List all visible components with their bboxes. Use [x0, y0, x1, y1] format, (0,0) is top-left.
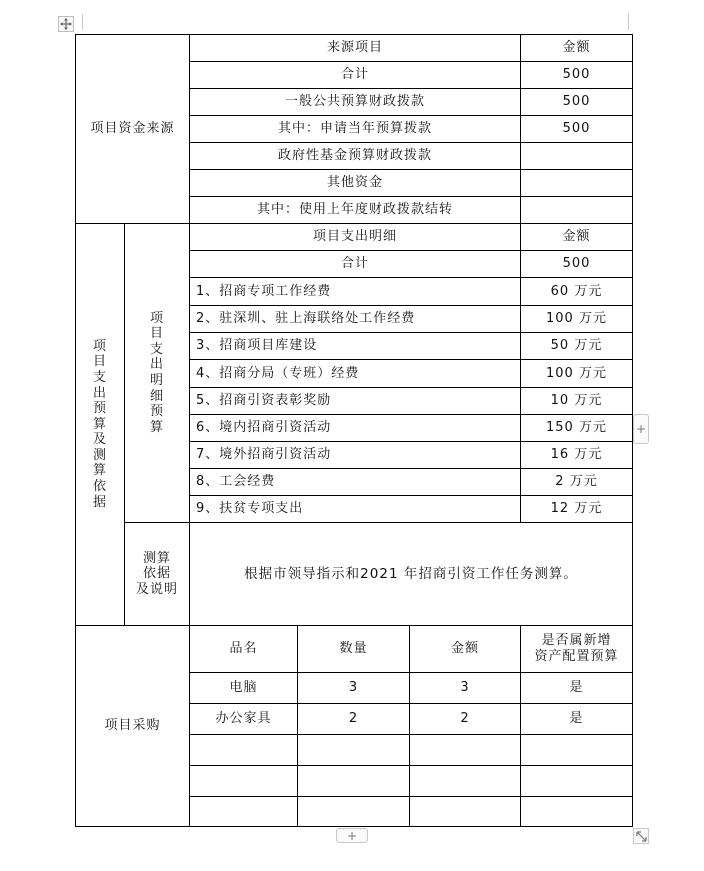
budget-section-label-char: 依	[92, 479, 107, 495]
source-row-item: 其中：申请当年预算拨款	[190, 116, 521, 143]
budget-item-amount: 2 万元	[521, 469, 633, 496]
procurement-cell-new-asset	[521, 797, 633, 827]
budget-section-label-char: 算	[92, 463, 107, 479]
budget-section-label-char: 支	[92, 369, 107, 385]
detail-budget-label	[125, 224, 190, 523]
budget-item: 9、扶贫专项支出	[190, 496, 521, 523]
source-row-amount	[521, 197, 633, 224]
budget-section-label-char: 据	[92, 494, 107, 510]
budget-item: 6、境内招商引资活动	[190, 415, 521, 442]
budget-item-amount: 10 万元	[521, 388, 633, 415]
source-row-item: 一般公共预算财政拨款	[190, 89, 521, 116]
budget-section-label-char: 测	[92, 447, 107, 463]
procurement-cell-amount: 2	[410, 704, 521, 735]
resize-corner-icon	[636, 831, 647, 842]
procurement-cell-name	[190, 735, 298, 766]
source-section-label: 项目资金来源	[76, 35, 190, 224]
budget-item-amount: 16 万元	[521, 442, 633, 469]
detail-budget-label-char: 明	[149, 373, 164, 388]
procurement-header-new-asset-line: 资产配置预算	[534, 649, 619, 664]
budget-item: 5、招商引资表彰奖励	[190, 388, 521, 415]
move-arrows-icon	[60, 18, 72, 30]
basis-label-line: 测算	[142, 550, 171, 566]
table-resize-handle[interactable]	[633, 828, 649, 844]
budget-section-label-char: 算	[92, 416, 107, 432]
source-row-amount: 500	[521, 116, 633, 143]
budget-item: 3、招商项目库建设	[190, 333, 521, 360]
procurement-cell-new-asset	[521, 735, 633, 766]
budget-item-amount: 100 万元	[521, 306, 633, 333]
procurement-header-name: 品名	[190, 626, 298, 673]
margin-mark	[82, 14, 83, 30]
procurement-header-new-asset	[521, 626, 633, 673]
budget-section-label-char: 出	[92, 385, 107, 401]
budget-header-amount: 金额	[521, 224, 633, 251]
source-row-amount: 500	[521, 62, 633, 89]
source-row-item: 其他资金	[190, 170, 521, 197]
budget-section-label	[76, 224, 125, 626]
source-row-amount: 500	[521, 89, 633, 116]
budget-item: 2、驻深圳、驻上海联络处工作经费	[190, 306, 521, 333]
budget-total-label: 合计	[190, 251, 521, 278]
procurement-cell-qty	[298, 766, 410, 797]
detail-budget-label-char: 细	[149, 388, 164, 404]
detail-budget-label-char: 目	[149, 326, 164, 342]
procurement-cell-name: 电脑	[190, 673, 298, 704]
source-row-amount	[521, 143, 633, 170]
source-header-item: 来源项目	[190, 35, 521, 62]
detail-budget-label-char: 出	[149, 357, 164, 373]
margin-mark	[628, 14, 629, 30]
procurement-header-qty: 数量	[298, 626, 410, 673]
budget-item-amount: 50 万元	[521, 333, 633, 360]
detail-budget-label-char: 算	[149, 419, 164, 435]
procurement-cell-name	[190, 797, 298, 827]
procurement-cell-qty	[298, 735, 410, 766]
budget-item: 8、工会经费	[190, 469, 521, 496]
source-row-amount	[521, 170, 633, 197]
budget-section-label-char: 及	[92, 432, 107, 448]
basis-label-line: 及说明	[135, 581, 178, 597]
detail-budget-label-char: 预	[149, 404, 164, 420]
budget-total-amount: 500	[521, 251, 633, 278]
procurement-cell-name: 办公家具	[190, 704, 298, 735]
budget-item: 1、招商专项工作经费	[190, 278, 521, 306]
procurement-cell-new-asset: 是	[521, 673, 633, 704]
source-row-item: 其中：使用上年度财政拨款结转	[190, 197, 521, 224]
procurement-section-label: 项目采购	[76, 626, 190, 827]
budget-section-label-char: 项	[92, 338, 107, 354]
add-row-button[interactable]: +	[336, 828, 368, 843]
budget-item-amount: 150 万元	[521, 415, 633, 442]
basis-text: 根据市领导指示和2021 年招商引资工作任务测算。	[190, 523, 633, 626]
procurement-cell-qty	[298, 797, 410, 827]
procurement-cell-qty: 2	[298, 704, 410, 735]
budget-item-amount: 12 万元	[521, 496, 633, 523]
source-row-item: 政府性基金预算财政拨款	[190, 143, 521, 170]
procurement-header-new-asset-line: 是否属新增	[541, 633, 612, 649]
budget-item: 7、境外招商引资活动	[190, 442, 521, 469]
procurement-header-amount: 金额	[410, 626, 521, 673]
budget-header-item: 项目支出明细	[190, 224, 521, 251]
procurement-cell-new-asset: 是	[521, 704, 633, 735]
procurement-cell-qty: 3	[298, 673, 410, 704]
procurement-cell-amount	[410, 735, 521, 766]
procurement-cell-amount: 3	[410, 673, 521, 704]
table-move-handle[interactable]	[58, 16, 74, 32]
procurement-cell-name	[190, 766, 298, 797]
procurement-cell-amount	[410, 766, 521, 797]
procurement-cell-new-asset	[521, 766, 633, 797]
budget-table	[75, 34, 633, 827]
add-column-button[interactable]: +	[633, 414, 649, 444]
detail-budget-label-char: 项	[149, 310, 164, 326]
budget-section-label-char: 目	[92, 354, 107, 370]
procurement-cell-amount	[410, 797, 521, 827]
source-row-item: 合计	[190, 62, 521, 89]
budget-item: 4、招商分局（专班）经费	[190, 360, 521, 388]
budget-section-label-char: 预	[92, 401, 107, 417]
budget-item-amount: 100 万元	[521, 360, 633, 388]
source-header-amount: 金额	[521, 35, 633, 62]
budget-item-amount: 60 万元	[521, 278, 633, 306]
basis-label	[125, 523, 190, 626]
basis-label-line: 依据	[142, 566, 171, 582]
detail-budget-label-char: 支	[149, 341, 164, 357]
